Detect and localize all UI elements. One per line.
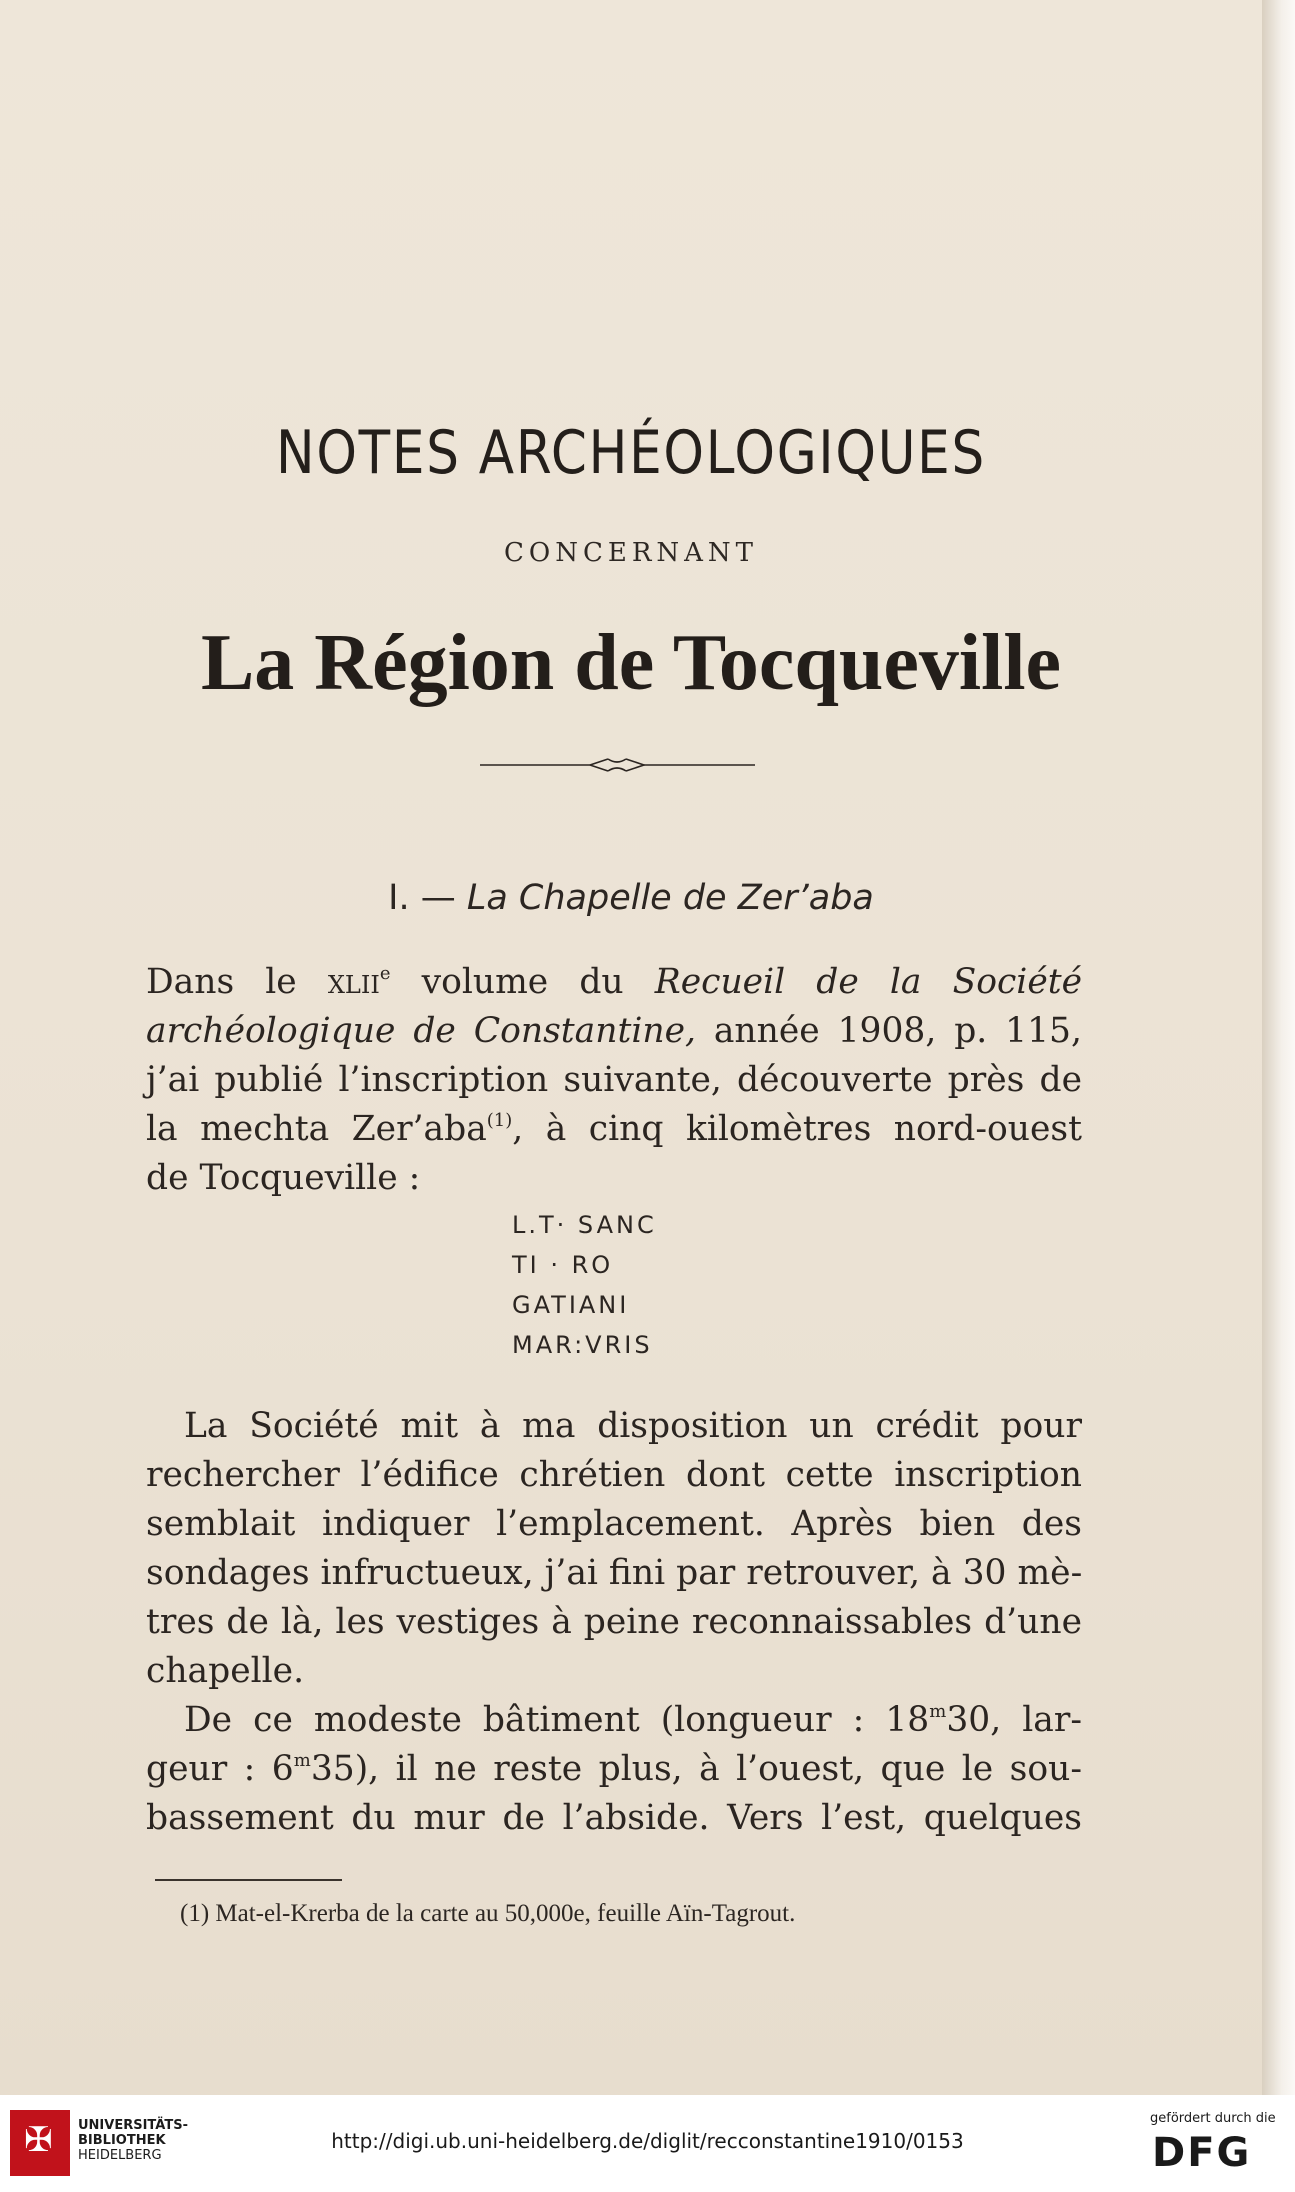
paragraph-3 — [146, 1696, 1082, 1843]
footnote: (1) Mat-el-Krerba de la carte au 50,000e, feuille Aïn-Tagrout. — [180, 1900, 796, 1927]
paragraph-line — [146, 958, 1082, 1007]
text-run: volume du — [421, 962, 624, 1002]
section-heading — [0, 878, 1262, 918]
paragraph-line — [146, 1745, 1082, 1794]
page-edge — [1262, 0, 1295, 2095]
paragraph-line — [146, 1696, 1082, 1745]
inscription-line: MAR:VRIS — [512, 1331, 653, 1359]
text-run: la mechta Zer’aba — [146, 1109, 487, 1149]
paragraph-line: La Société mit à ma disposition un crédit pour — [184, 1406, 1082, 1446]
footnote-divider — [155, 1879, 342, 1881]
paragraph-line — [146, 1007, 1082, 1056]
paragraph-line: chapelle. — [146, 1651, 305, 1691]
library-line: BIBLIOTHEK — [78, 2133, 166, 2148]
ornament-divider — [480, 755, 755, 775]
paragraph-line: j’ai publié l’inscription suivante, découverte près de — [146, 1060, 1082, 1100]
dfg-logo: DFG — [1152, 2130, 1252, 2176]
footnote-ref: (1) — [486, 1110, 513, 1131]
text-run: geur : 6 — [146, 1749, 294, 1789]
journal-title: Recueil de la Société — [654, 962, 1083, 1002]
paragraph-2 — [146, 1402, 1082, 1696]
inscription — [512, 1205, 657, 1365]
inscription-line: GATIANI — [512, 1291, 630, 1319]
paragraph-line: rechercher l’édifice chrétien dont cette inscription — [146, 1455, 1082, 1495]
superscript: m — [929, 1701, 947, 1722]
volume-number: xlii — [327, 962, 380, 1002]
paragraph-line — [146, 1105, 1082, 1154]
text-run: Dans le — [146, 962, 297, 1002]
text-run: De ce modeste bâtiment (longueur : 18 — [184, 1700, 930, 1740]
text-run: année 1908, p. 115, — [713, 1011, 1082, 1051]
paragraph-line: semblait indiquer l’emplacement. Après bien des — [146, 1504, 1082, 1544]
section-number: I. — — [388, 878, 456, 918]
library-line: HEIDELBERG — [78, 2148, 162, 2163]
text-run: , à cinq kilomètres nord-ouest — [512, 1109, 1082, 1149]
journal-title: archéologique de Constantine, — [146, 1011, 696, 1051]
text-run: 30, lar- — [946, 1700, 1082, 1740]
superscript: e — [379, 963, 391, 984]
library-logo-icon: ✠ — [10, 2110, 70, 2176]
text-run: 35), il ne reste plus, à l’ouest, que le sou- — [310, 1749, 1082, 1789]
region-title: La Région de Tocqueville — [200, 619, 1062, 707]
section-title: La Chapelle de Zer’aba — [466, 878, 874, 918]
paragraph-line: sondages infructueux, j’ai fini par retrouver, à 30 mè- — [146, 1553, 1083, 1593]
inscription-line: L.T· SANC — [512, 1211, 657, 1239]
page-title: NOTES ARCHÉOLOGIQUES — [275, 418, 986, 488]
superscript: m — [293, 1750, 311, 1771]
paragraph-line: tres de là, les vestiges à peine reconnaissables d’une — [146, 1602, 1082, 1642]
page-subtitle: CONCERNANT — [503, 538, 759, 568]
paragraph-line: bassement du mur de l’abside. Vers l’est, quelques — [146, 1798, 1082, 1838]
library-line: UNIVERSITÄTS- — [78, 2118, 188, 2133]
source-url[interactable]: http://digi.ub.uni-heidelberg.de/diglit/recconstantine1910/0153 — [331, 2129, 964, 2153]
paragraph-1 — [146, 958, 1082, 1203]
inscription-line: TI · RO — [512, 1251, 614, 1279]
paragraph-line: de Tocqueville : — [146, 1158, 421, 1198]
funding-note: gefördert durch die — [1150, 2111, 1276, 2126]
